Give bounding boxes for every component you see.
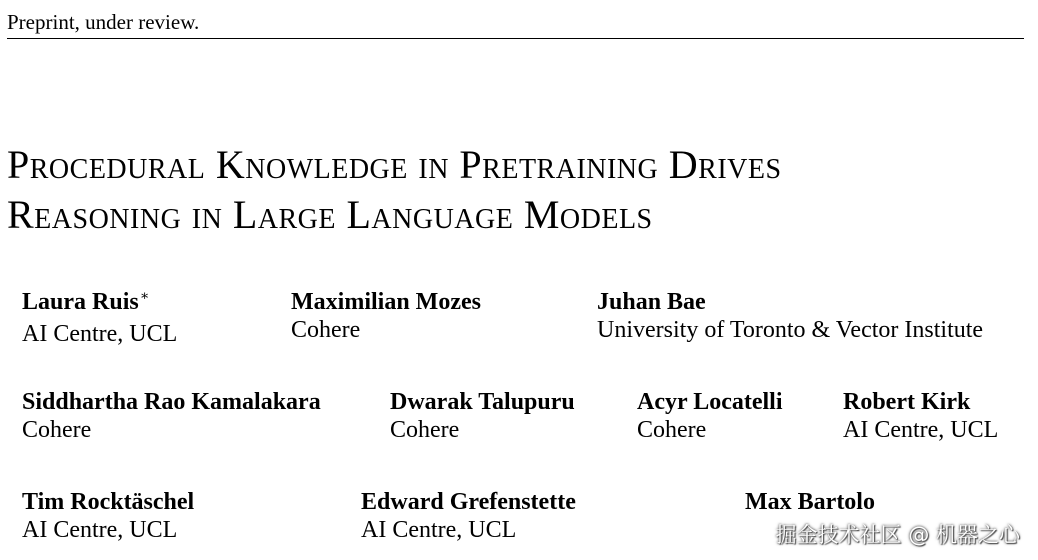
title-line-1: Procedural Knowledge in Pretraining Drives — [7, 142, 782, 187]
preprint-note: Preprint, under review. — [7, 10, 200, 34]
author-block — [22, 388, 321, 444]
author-name: Max Bartolo — [745, 489, 875, 515]
header-rule — [7, 38, 1024, 39]
author-block — [22, 488, 194, 544]
author-affiliation: Cohere — [291, 317, 361, 343]
author-block — [597, 288, 983, 344]
author-name: Acyr Locatelli — [637, 389, 783, 415]
author-name: Maximilian Mozes — [291, 289, 481, 315]
author-name: Robert Kirk — [843, 389, 971, 415]
title-line-2: Reasoning in Large Language Models — [7, 192, 653, 237]
author-affiliation: Cohere — [22, 417, 92, 443]
author-affiliation: AI Centre, UCL — [843, 417, 999, 443]
author-affiliation: Cohere — [390, 417, 460, 443]
author-name: Tim Rocktäschel — [22, 489, 195, 515]
author-name: Siddhartha Rao Kamalakara — [22, 389, 321, 415]
author-block — [22, 288, 177, 348]
author-name: Edward Grefenstette — [361, 489, 576, 515]
author-affiliation: AI Centre, UCL — [22, 517, 178, 543]
author-affiliation: University of Toronto & Vector Institute — [597, 317, 984, 343]
author-affiliation: AI Centre, UCL — [361, 517, 517, 543]
author-block — [390, 388, 575, 444]
author-name: Laura Ruis∗ — [22, 289, 150, 315]
author-name: Juhan Bae — [597, 289, 706, 315]
author-block — [843, 388, 998, 444]
author-footnote-mark: ∗ — [139, 289, 150, 304]
author-block — [291, 288, 481, 344]
paper-title — [7, 140, 1035, 240]
watermark: 掘金技术社区 @ 机器之心 — [775, 523, 1020, 547]
author-block — [361, 488, 576, 544]
author-affiliation: Cohere — [637, 417, 707, 443]
author-name: Dwarak Talupuru — [390, 389, 575, 415]
author-block — [745, 488, 875, 516]
author-block — [637, 388, 783, 444]
author-affiliation: AI Centre, UCL — [22, 321, 178, 347]
